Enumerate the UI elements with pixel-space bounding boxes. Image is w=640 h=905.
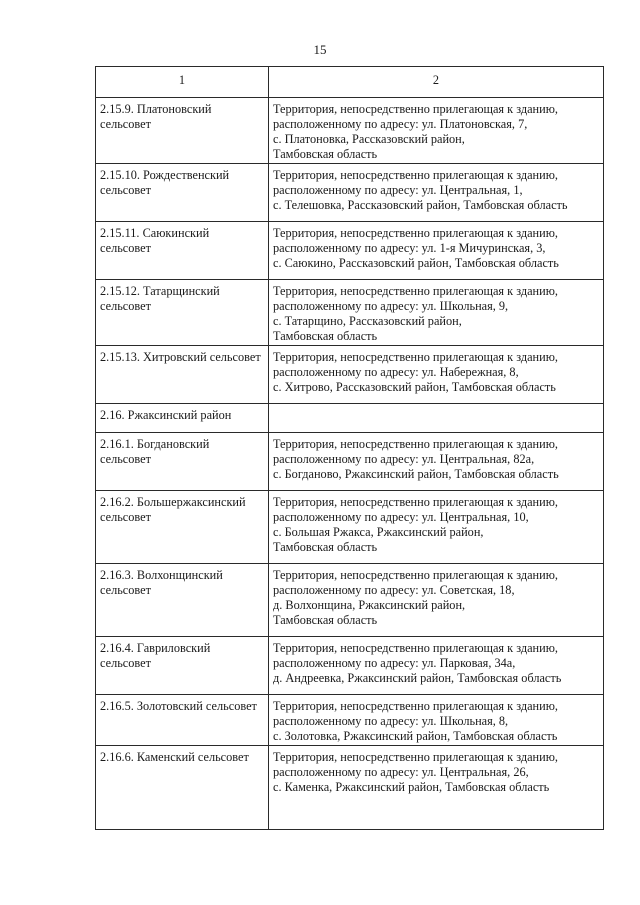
address-line: расположенному по адресу: ул. 1-я Мичуринская, 3, (273, 241, 546, 255)
address-line: Территория, непосредственно прилегающая к зданию, (273, 284, 558, 298)
table-row (96, 746, 604, 830)
territory-name-line: сельсовет (100, 241, 151, 255)
table-row (96, 346, 604, 404)
table-body (96, 98, 604, 830)
address-line: расположенному по адресу: ул. Центральная, 82а, (273, 452, 535, 466)
territory-name-cell (96, 564, 269, 637)
territory-name-line: 2.15.13. Хитровский сельсовет (100, 350, 261, 364)
territory-name-line: 2.15.10. Рождественский (100, 168, 230, 182)
address-line: Тамбовская область (273, 613, 378, 627)
address-line: с. Большая Ржакса, Ржаксинский район, (273, 525, 484, 539)
address-line: расположенному по адресу: ул. Школьная, 8, (273, 714, 509, 728)
address-line: Тамбовская область (273, 329, 378, 343)
address-cell (269, 280, 604, 346)
address-line: Территория, непосредственно прилегающая к зданию, (273, 641, 558, 655)
address-line: Территория, непосредственно прилегающая к зданию, (273, 699, 558, 713)
territory-name-cell (96, 280, 269, 346)
territory-name-line: 2.16.6. Каменский сельсовет (100, 750, 249, 764)
table-row (96, 280, 604, 346)
address-cell (269, 564, 604, 637)
territory-name-cell (96, 695, 269, 746)
table-row (96, 695, 604, 746)
address-line: Тамбовская область (273, 147, 378, 161)
address-line: Территория, непосредственно прилегающая к зданию, (273, 437, 558, 451)
address-line: расположенному по адресу: ул. Центральная, 26, (273, 765, 529, 779)
address-line: расположенному по адресу: ул. Набережная, 8, (273, 365, 519, 379)
table-row (96, 433, 604, 491)
address-cell (269, 404, 604, 433)
address-line: с. Татарщино, Рассказовский район, (273, 314, 462, 328)
territory-name-cell (96, 404, 269, 433)
address-line: д. Андреевка, Ржаксинский район, Тамбовская область (273, 671, 562, 685)
territory-name-cell (96, 222, 269, 280)
territory-name-cell (96, 98, 269, 164)
address-cell (269, 98, 604, 164)
address-line: с. Золотовка, Ржаксинский район, Тамбовская область (273, 729, 558, 743)
address-cell (269, 746, 604, 830)
territory-name-line: 2.15.9. Платоновский (100, 102, 212, 116)
address-cell (269, 695, 604, 746)
address-line: расположенному по адресу: ул. Школьная, 9, (273, 299, 509, 313)
table-row (96, 491, 604, 564)
address-line: расположенному по адресу: ул. Центральная, 10, (273, 510, 529, 524)
territory-name-line: 2.16. Ржаксинский район (100, 408, 232, 422)
table-header-row (96, 67, 604, 98)
territory-name-cell (96, 164, 269, 222)
address-line: Территория, непосредственно прилегающая к зданию, (273, 168, 558, 182)
address-cell (269, 222, 604, 280)
territory-name-line: сельсовет (100, 183, 151, 197)
address-line: с. Телешовка, Рассказовский район, Тамбовская область (273, 198, 568, 212)
address-cell (269, 637, 604, 695)
address-line: Тамбовская область (273, 540, 378, 554)
address-cell (269, 433, 604, 491)
address-line: Территория, непосредственно прилегающая к зданию, (273, 350, 558, 364)
column-header-1: 1 (96, 67, 269, 98)
address-line: с. Богданово, Ржаксинский район, Тамбовская область (273, 467, 559, 481)
territory-name-cell (96, 491, 269, 564)
address-line: расположенному по адресу: ул. Советская, 18, (273, 583, 515, 597)
table-row (96, 98, 604, 164)
address-line: расположенному по адресу: ул. Платоновская, 7, (273, 117, 528, 131)
territory-name-line: 2.15.12. Татарщинский (100, 284, 220, 298)
table-row (96, 164, 604, 222)
territory-name-line: 2.16.3. Волхонщинский (100, 568, 223, 582)
address-cell (269, 491, 604, 564)
territory-name-line: сельсовет (100, 583, 151, 597)
address-line: Территория, непосредственно прилегающая к зданию, (273, 750, 558, 764)
address-line: с. Каменка, Ржаксинский район, Тамбовская область (273, 780, 550, 794)
territory-name-line: 2.16.5. Золотовский сельсовет (100, 699, 257, 713)
territory-name-cell (96, 433, 269, 491)
address-line: д. Волхонщина, Ржаксинский район, (273, 598, 466, 612)
document-table (95, 66, 604, 830)
page-number: 15 (313, 42, 327, 57)
territory-name-line: сельсовет (100, 452, 151, 466)
territory-name-line: сельсовет (100, 656, 151, 670)
address-line: расположенному по адресу: ул. Центральная, 1, (273, 183, 523, 197)
territory-name-cell (96, 746, 269, 830)
territory-name-line: 2.16.4. Гавриловский (100, 641, 211, 655)
table-row (96, 564, 604, 637)
territory-name-cell (96, 346, 269, 404)
address-cell (269, 346, 604, 404)
address-line: Территория, непосредственно прилегающая к зданию, (273, 568, 558, 582)
territory-name-cell (96, 637, 269, 695)
column-header-2: 2 (269, 67, 604, 98)
address-line: с. Платоновка, Рассказовский район, (273, 132, 465, 146)
table-row (96, 404, 604, 433)
territory-name-line: сельсовет (100, 510, 151, 524)
address-line: с. Саюкино, Рассказовский район, Тамбовская область (273, 256, 559, 270)
table-row (96, 637, 604, 695)
territory-name-line: 2.16.2. Большержаксинский (100, 495, 246, 509)
address-line: расположенному по адресу: ул. Парковая, 34а, (273, 656, 516, 670)
address-line: Территория, непосредственно прилегающая к зданию, (273, 102, 558, 116)
address-line: Территория, непосредственно прилегающая к зданию, (273, 495, 558, 509)
address-line: Территория, непосредственно прилегающая к зданию, (273, 226, 558, 240)
territory-name-line: 2.16.1. Богдановский (100, 437, 210, 451)
table-row (96, 222, 604, 280)
territory-name-line: 2.15.11. Саюкинский (100, 226, 210, 240)
territory-name-line: сельсовет (100, 117, 151, 131)
address-cell (269, 164, 604, 222)
territory-name-line: сельсовет (100, 299, 151, 313)
address-line: с. Хитрово, Рассказовский район, Тамбовская область (273, 380, 556, 394)
